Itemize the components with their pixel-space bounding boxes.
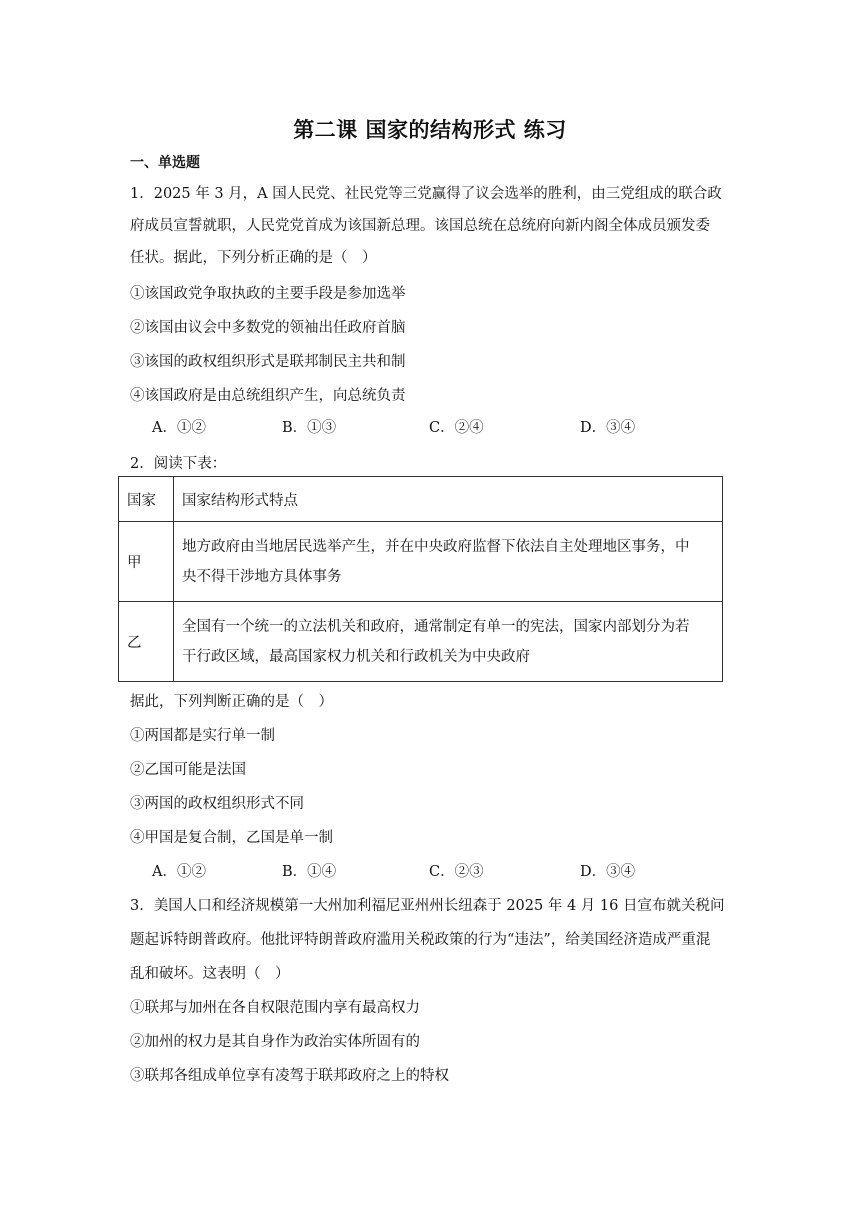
q2-option-b[interactable]: B．①④ <box>282 864 337 880</box>
table-cell-line: 央不得干涉地方具体事务 <box>182 568 342 585</box>
table-cell-country: 甲 <box>119 522 174 602</box>
table-header-row <box>119 477 723 522</box>
q2-statement: ②乙国可能是法国 <box>130 762 246 778</box>
q3-statement: ②加州的权力是其自身作为政治实体所固有的 <box>130 1034 420 1050</box>
q1-option-d[interactable]: D．③④ <box>580 420 636 436</box>
table-cell-line: 全国有一个统一的立法机关和政府，通常制定有单一的宪法，国家内部划分为若 <box>182 618 690 635</box>
table-header-cell: 国家 <box>119 477 174 522</box>
q1-statement: ④该国政府是由总统组织产生，向总统负责 <box>130 388 406 404</box>
q2-statement: ④甲国是复合制，乙国是单一制 <box>130 830 333 846</box>
q2-question: 据此，下列判断正确的是（ ） <box>130 694 333 710</box>
section-heading: 一、单选题 <box>130 155 200 171</box>
q3-statement: ①联邦与加州在各自权限范围内享有最高权力 <box>130 1000 420 1016</box>
table-cell-feature <box>174 522 723 602</box>
q2-statement: ①两国都是实行单一制 <box>130 728 275 744</box>
q1-option-c[interactable]: C．②④ <box>429 420 484 436</box>
q2-intro: 2．阅读下表： <box>130 456 227 472</box>
table-row <box>119 602 723 682</box>
q1-stem-line: 府成员宣誓就职，人民党党首成为该国新总理。该国总统在总统府向新内阁全体成员颁发委 <box>130 218 710 234</box>
q2-option-d[interactable]: D．③④ <box>580 864 636 880</box>
table-cell-line: 干行政区域，最高国家权力机关和行政机关为中央政府 <box>182 648 530 665</box>
q1-option-b[interactable]: B．①③ <box>282 420 337 436</box>
q1-statement: ③该国的政权组织形式是联邦制民主共和制 <box>130 354 406 370</box>
q1-stem-line: 1．2025 年 3 月，A 国人民党、社民党等三党赢得了议会选举的胜利，由三党组成的联合政 <box>130 186 722 202</box>
q1-option-a[interactable]: A．①② <box>152 420 206 436</box>
table-cell-country: 乙 <box>119 602 174 682</box>
table-cell-feature <box>174 602 723 682</box>
q3-stem-line: 3．美国人口和经济规模第一大州加利福尼亚州州长纽森于 2025 年 4 月 16 日宣布就关税问 <box>130 898 725 914</box>
q2-table <box>118 476 723 682</box>
table-header-cell: 国家结构形式特点 <box>174 477 723 522</box>
q3-statement: ③联邦各组成单位享有凌驾于联邦政府之上的特权 <box>130 1068 449 1084</box>
table-cell-line: 地方政府由当地居民选举产生，并在中央政府监督下依法自主处理地区事务，中 <box>182 538 690 555</box>
q1-statement: ①该国政党争取执政的主要手段是参加选举 <box>130 286 406 302</box>
q1-stem-line: 任状。据此，下列分析正确的是（ ） <box>130 250 377 266</box>
q1-statement: ②该国由议会中多数党的领袖出任政府首脑 <box>130 320 406 336</box>
q3-stem-line: 乱和破坏。这表明（ ） <box>130 966 290 982</box>
table-row <box>119 522 723 602</box>
q2-option-a[interactable]: A．①② <box>152 864 206 880</box>
page-title: 第二课 国家的结构形式 练习 <box>293 117 567 142</box>
q3-stem-line: 题起诉特朗普政府。他批评特朗普政府滥用关税政策的行为“违法”，给美国经济造成严重混 <box>130 932 711 948</box>
q2-option-c[interactable]: C．②③ <box>429 864 484 880</box>
q2-statement: ③两国的政权组织形式不同 <box>130 796 304 812</box>
